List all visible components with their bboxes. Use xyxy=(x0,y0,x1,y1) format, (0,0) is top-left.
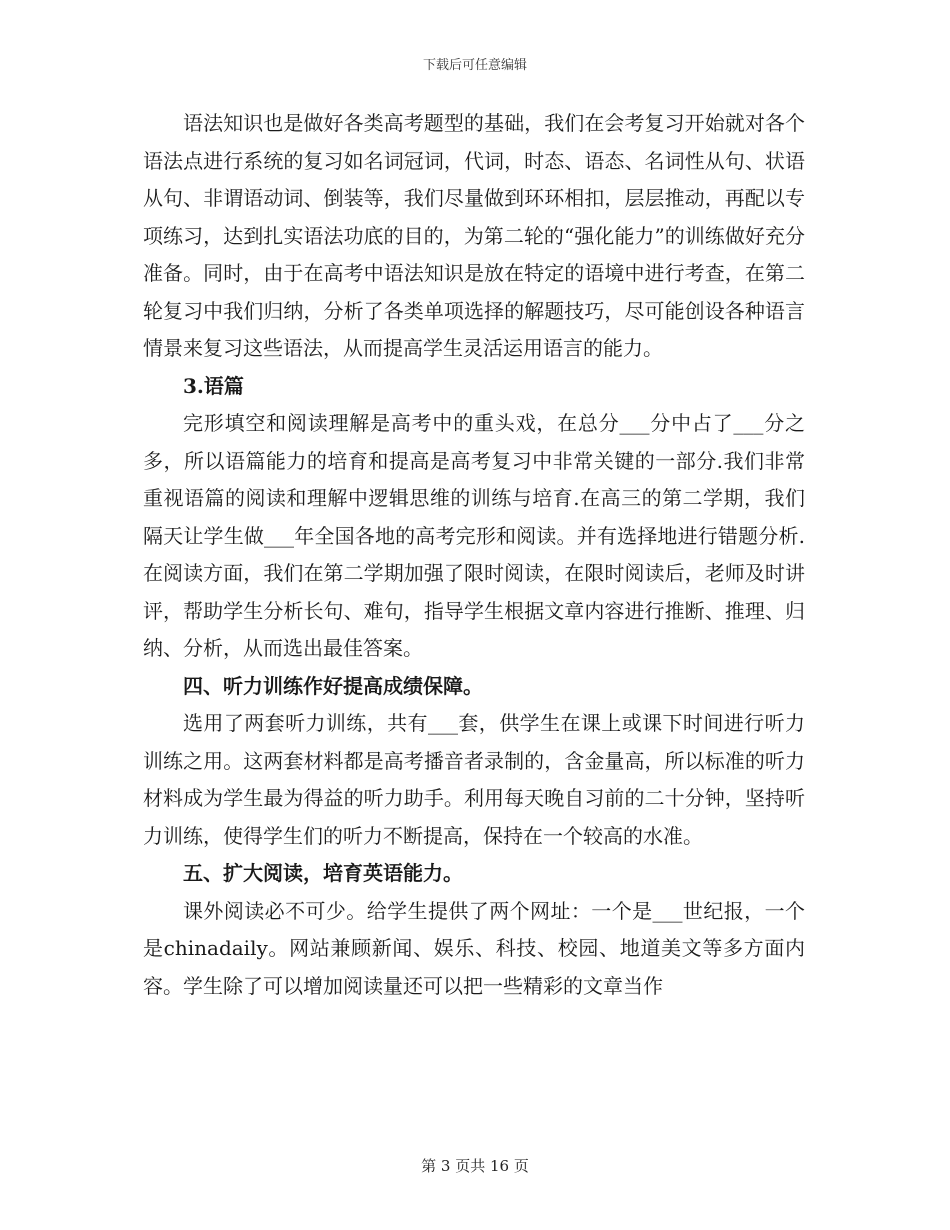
paragraph-reading: 课外阅读必不可少。给学生提供了两个网址：一个是___世纪报，一个是chinadaily。网站兼顾新闻、娱乐、科技、校园、地道美文等多方面内容。学生除了可以增加阅读量还可以把一些精彩的文章当作 xyxy=(143,898,805,998)
paragraph-listening: 选用了两套听力训练，共有___套，供学生在课上或课下时间进行听力训练之用。这两套材料都是高考播音者录制的，含金量高，所以标准的听力材料成为学生最为得益的听力助手。利用每天晚自习前的二十分钟，坚持听力训练，使得学生们的听力不断提高，保持在一个较高的水准。 xyxy=(143,711,805,848)
page-footer: 第 3 页共 16 页 xyxy=(421,1157,529,1175)
paragraph-grammar: 语法知识也是做好各类高考题型的基础，我们在会考复习开始就对各个语法点进行系统的复习如名词冠词，代词，时态、语态、名词性从句、状语从句、非谓语动词、倒装等，我们尽量做到环环相扣，层层推动，再配以专项练习，达到扎实语法功底的目的，为第二轮的“强化能力”的训练做好充分准备。同时，由于在高考中语法知识是放在特定的语境中进行考查，在第二轮复习中我们归纳，分析了各类单项选择的解题技巧，尽可能创设各种语言情景来复习这些语法，从而提高学生灵活运用语言的能力。 xyxy=(143,111,805,360)
heading-discourse: 3.语篇 xyxy=(183,373,244,398)
paragraph-discourse: 完形填空和阅读理解是高考中的重头戏，在总分___分中占了___分之多，所以语篇能力的培育和提高是高考复习中非常关键的一部分.我们非常重视语篇的阅读和理解中逻辑思维的训练与培育.在高三的第二学期，我们隔天让学生做___年全国各地的高考完形和阅读。并有选择地进行错题分析.在阅读方面，我们在第二学期加强了限时阅读，在限时阅读后，老师及时讲评，帮助学生分析长句、难句，指导学生根据文章内容进行推断、推理、归纳、分析，从而选出最佳答案。 xyxy=(143,411,805,660)
document-body xyxy=(143,105,805,1005)
heading-listening: 四、听力训练作好提高成绩保障。 xyxy=(183,673,483,698)
page-header: 下载后可任意编辑 xyxy=(422,58,527,73)
heading-reading: 五、扩大阅读，培育英语能力。 xyxy=(183,861,463,885)
